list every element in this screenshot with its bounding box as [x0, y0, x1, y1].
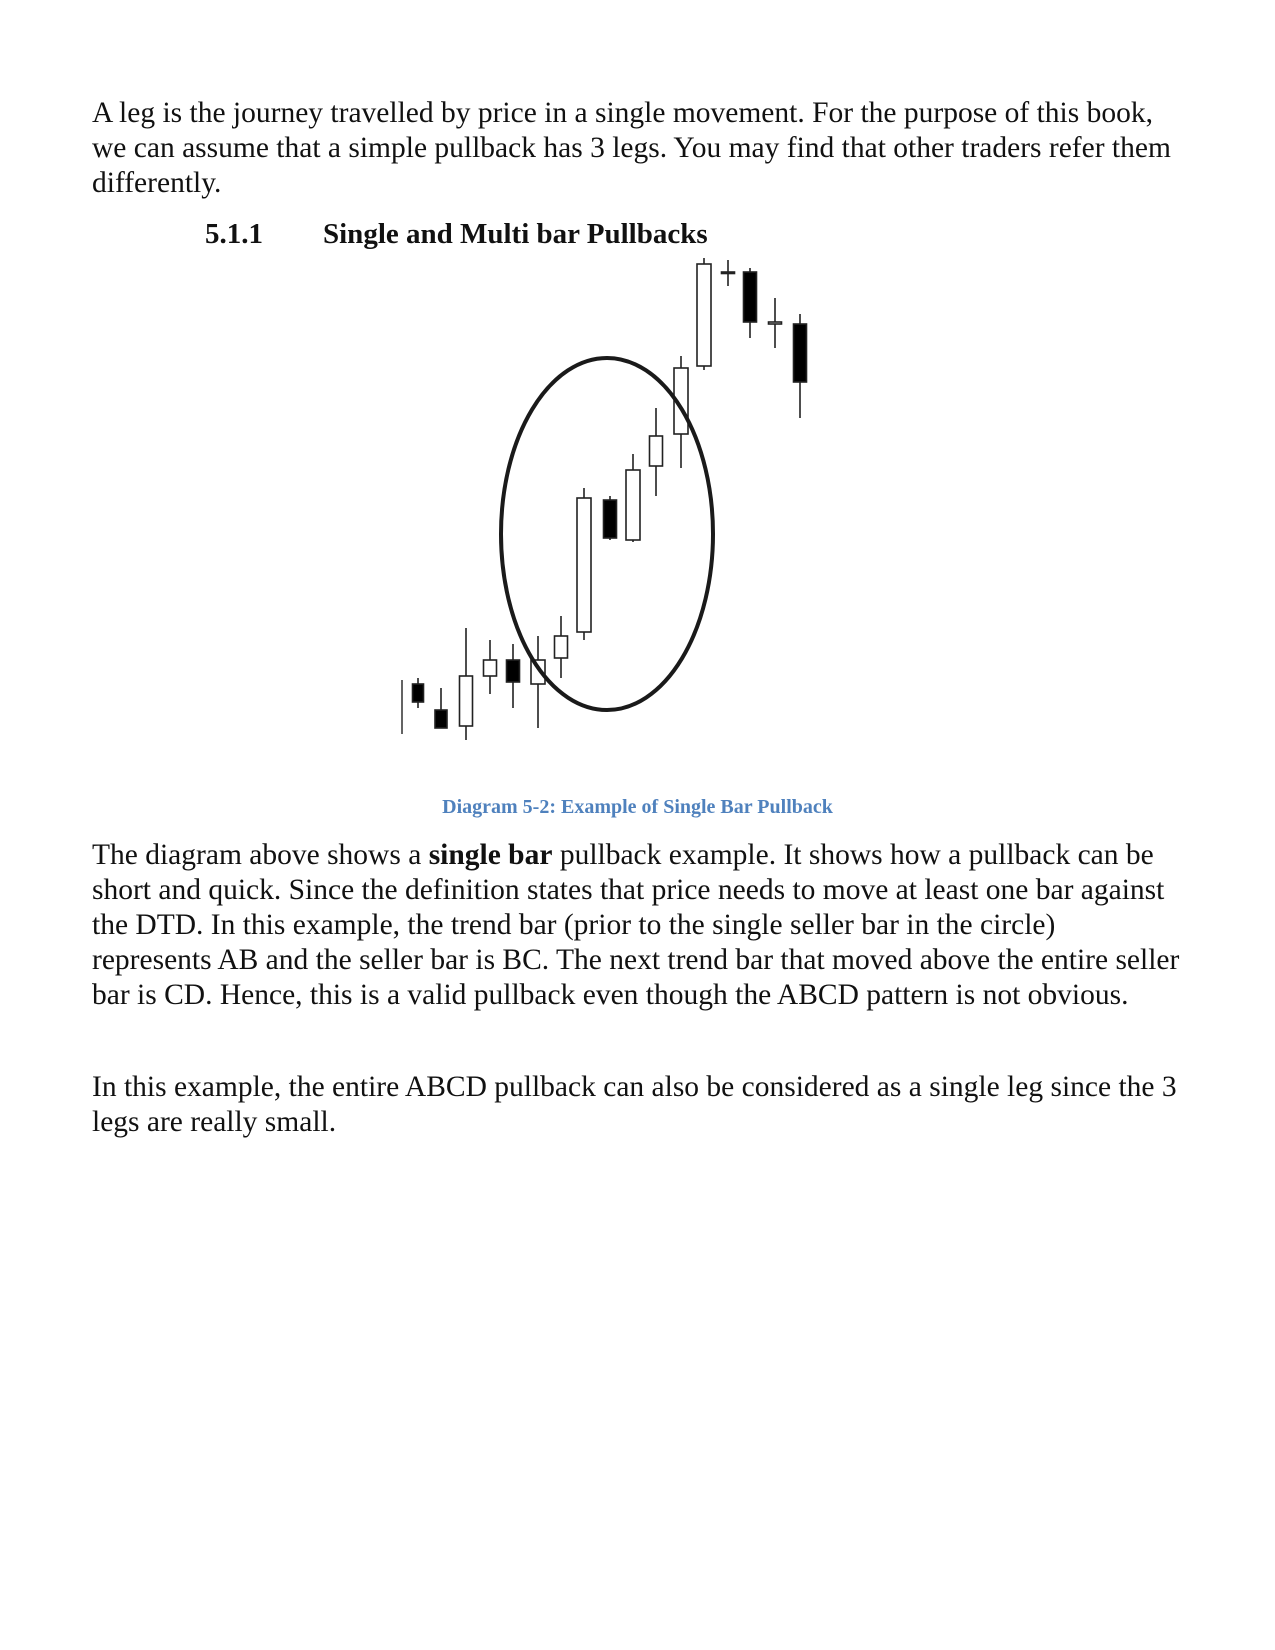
- bullish-candle: [769, 322, 782, 324]
- bearish-candle: [507, 660, 520, 682]
- bullish-candle: [460, 676, 473, 726]
- bullish-candle: [484, 660, 497, 676]
- bullish-candle: [555, 636, 568, 658]
- section-number: 5.1.1: [205, 218, 263, 250]
- intro-paragraph: A leg is the journey travelled by price in a single movement. For the purpose of this book, we can assume that a simple pullback has 3 legs. You may find that other traders refer them differently.: [92, 97, 1171, 199]
- explanation-paragraph: [92, 838, 1182, 1013]
- bullish-candle: [722, 272, 735, 274]
- section-heading: [205, 218, 708, 251]
- bearish-candle: [435, 710, 447, 728]
- candlestick-chart: [400, 258, 860, 778]
- bearish-candle: [794, 324, 807, 382]
- candlestick-diagram: [400, 258, 860, 778]
- bullish-candle: [626, 470, 640, 540]
- bullish-candle: [577, 498, 591, 632]
- bearish-candle: [604, 500, 617, 538]
- bearish-candle: [744, 272, 757, 322]
- bearish-candle: [413, 684, 424, 702]
- closing-paragraph: In this example, the entire ABCD pullback can also be considered as a single leg since the 3 legs are really small.: [92, 1071, 1177, 1138]
- bullish-candle: [697, 264, 711, 366]
- explanation-bold-term: single bar: [428, 839, 553, 871]
- diagram-caption: Diagram 5-2: Example of Single Bar Pullback: [442, 796, 833, 818]
- bullish-candle: [650, 436, 663, 466]
- explanation-text-end: pullback example. It shows how a pullback can be short and quick. Since the definition states that price needs to move at least one bar against the DTD. In this example, the trend bar (prior to the single seller bar in the circle) represents AB and the seller bar is BC. The next trend bar that moved above the entire seller bar is CD. Hence, this is a valid pullback even though the ABCD pattern is not obvious.: [92, 839, 1180, 1011]
- explanation-text-start: The diagram above shows a: [92, 839, 429, 871]
- section-title: Single and Multi bar Pullbacks: [323, 218, 708, 250]
